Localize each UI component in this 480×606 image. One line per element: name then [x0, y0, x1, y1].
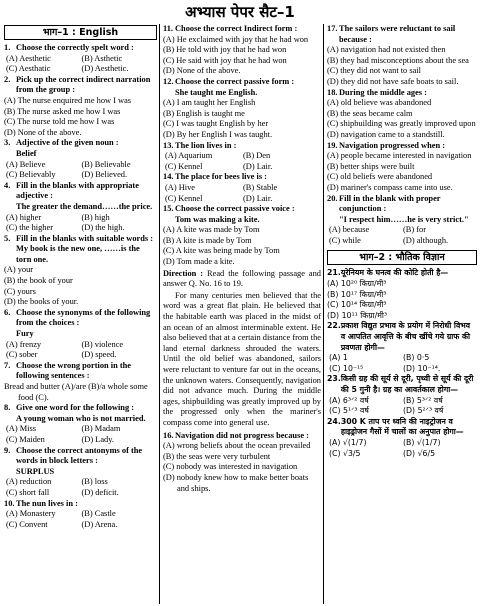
question-number: 9.: [4, 445, 11, 455]
question-stem: [4, 361, 157, 382]
question-item: [4, 43, 157, 75]
question-item: [4, 403, 157, 445]
question-stem: [4, 499, 157, 510]
question-item: [327, 268, 477, 321]
option: (B) Den: [243, 151, 271, 161]
question-stem: [327, 417, 477, 438]
question-text: यूरेनियम के घनत्व की कोटि होती है—: [340, 268, 449, 278]
question-number: 21.: [327, 268, 341, 278]
question-subject: My book is the new one, ……is the torn one.: [16, 244, 140, 264]
question-item: [327, 141, 477, 194]
question-list: [327, 24, 477, 246]
option: (C) Convent: [6, 519, 48, 529]
column-right: [327, 24, 477, 459]
option: (D) By her English I was taught.: [163, 129, 273, 139]
question-item: [4, 234, 157, 308]
option: (A) 6³ᐟ² वर्ष: [329, 395, 369, 405]
question-text: Fill in the blank with proper conjunction :: [339, 193, 441, 214]
option: (C) 5¹ᐟ³ वर्ष: [329, 406, 369, 416]
option: (B) 0·5: [403, 353, 430, 363]
option-grid: [4, 424, 157, 445]
option: (B) loss: [81, 477, 108, 487]
question-text: The nun lives in :: [16, 498, 78, 508]
question-stem: [163, 77, 321, 88]
question-number: 15.: [163, 204, 174, 214]
option: (A) Hive: [165, 182, 195, 192]
question-item: [327, 88, 477, 141]
option: (D) navigation came to a standstill.: [327, 129, 445, 139]
question-number: 19.: [327, 140, 338, 150]
option-grid: [327, 396, 477, 417]
option: (A) because: [329, 225, 370, 235]
question-stem: [327, 88, 477, 99]
question-subject: Tom was making a kite.: [175, 214, 260, 224]
question-text: The sailors were reluctant to sail because :: [339, 24, 456, 44]
question-stem: [163, 431, 321, 442]
question-item: [327, 24, 477, 88]
option: (C) 10⁻¹⁵: [329, 363, 364, 373]
option: (C) short fall: [6, 487, 50, 497]
question-text: Choose the correctly spelt word :: [16, 43, 134, 52]
question-text: किसी ग्रह की सूर्य से दूरी, पृथ्वी से सूर्य की दूरी की 5 गुनी है। ग्रह का आवर्तकाल होगा—: [340, 374, 474, 394]
option: (C) The nurse told me how I was: [4, 117, 115, 127]
page-title: अभ्यास पेपर सैट–1: [185, 3, 295, 21]
question-text: Fill in the blanks with suitable words :: [16, 233, 154, 243]
question-stem: [327, 141, 477, 152]
option: (A) The nurse enquired me how I was: [4, 95, 132, 105]
question-text: Choose the wrong portion in the following sentences :: [16, 360, 132, 381]
option: (D) Lair.: [243, 193, 273, 203]
option: (D) Believed.: [81, 170, 128, 180]
option: (D) 5²ᐟ³ वर्ष: [403, 406, 444, 416]
question-item: [4, 308, 157, 361]
option: (B) high: [81, 212, 110, 222]
option: (B) He told with joy that he had won: [163, 45, 287, 55]
option: (D) speed.: [81, 350, 117, 360]
question-number: 18.: [327, 87, 338, 97]
question-stem: [163, 204, 321, 215]
question-stem: [327, 268, 477, 279]
reading-passage: For many centuries men believed that the word was a great flat plain. He believed that the habitable earth was placed in the midst of an ocean of an almost interminable extent. He also believed that at a certain distance from the land eternal darkness shrouded the waters. Until the old belief was abandoned, sailors were reluctant to venture far out in the oceans, the unknown waters. Consequently, navigation did not advance much. During the middle ages, shipbuilding was greatly improved up by the progressed only when the mariner's compass come into general use.: [163, 290, 321, 427]
option-grid: [163, 151, 321, 172]
option-grid: [4, 213, 157, 234]
question-number: 16.: [163, 430, 174, 440]
column-middle: [163, 24, 321, 494]
option: (B) violence: [81, 339, 124, 349]
option: (A) 1: [329, 353, 348, 363]
question-number: 8.: [4, 403, 11, 413]
option: (C) while: [329, 235, 361, 245]
option: (B) the seas became calm: [327, 108, 413, 118]
question-item: [163, 172, 321, 204]
question-number: 24.: [327, 416, 341, 426]
option: (B) better ships were built: [327, 161, 415, 171]
option: (A) higher: [6, 212, 42, 222]
question-subject: The greater the demand……the price.: [16, 201, 153, 211]
question-list: [4, 43, 157, 530]
option-grid: [4, 509, 157, 530]
option: (B) English is taught me: [163, 108, 245, 118]
option-grid: [163, 183, 321, 204]
option: (C) sober: [6, 350, 38, 360]
column-divider: [323, 24, 324, 604]
option: (A) Monastery: [6, 509, 56, 519]
question-stem: [4, 181, 157, 202]
option: (C) Aesthatic: [6, 64, 51, 74]
option: (C) A kite was being made by Tom: [163, 246, 280, 256]
option: (D) 10¹¹ किग्रा/मी³: [327, 310, 388, 320]
question-text: Choose the correct passive voice :: [175, 204, 295, 214]
question-text: Fill in the blanks with appropriate adjective :: [16, 180, 139, 201]
question-text: Choose the correct antonyms of the words in block letters :: [16, 445, 143, 466]
option: (D) deficit.: [81, 487, 119, 497]
option: (D) they did not have safe boats to sail.: [327, 76, 459, 86]
question-number: 3.: [4, 138, 11, 148]
question-text: Navigation did not progress because :: [175, 430, 309, 440]
question-number: 4.: [4, 180, 11, 190]
option: (B) A kite is made by Tom: [163, 235, 252, 245]
direction-label: Direction :: [163, 268, 204, 278]
question-list: [163, 24, 321, 268]
option: (D) None of the above.: [163, 66, 241, 76]
question-text: Choose the correct passive form :: [175, 76, 295, 86]
question-item: [4, 499, 157, 531]
section-header-english: भाग–1 : English: [4, 25, 157, 40]
option: (D) nobody knew how to make better boats and ships.: [163, 472, 309, 493]
option: (A) Aquarium: [165, 151, 213, 161]
option-grid: [4, 160, 157, 181]
question-stem: [327, 194, 477, 215]
option: (D) Aesthetic.: [81, 64, 129, 74]
option-grid: [327, 225, 477, 246]
question-text: 300 K ताप पर ध्वनि की नाइट्रोजन व हाइड्रोजन गैसों में चालों का अनुपात होगा—: [340, 416, 464, 437]
question-item: [327, 417, 477, 459]
question-stem: [163, 141, 321, 152]
option: (B) 5³ᐟ² वर्ष: [403, 395, 443, 405]
option: (D) None of the above.: [4, 127, 82, 137]
question-number: 7.: [4, 360, 11, 370]
option: (D) Tom made a kite.: [163, 257, 235, 267]
option: (D) the books of your.: [4, 297, 79, 307]
option: (C) √3/5: [329, 448, 361, 458]
option: (A) Believe: [6, 159, 46, 169]
question-text: Adjective of the given noun :: [16, 138, 119, 148]
question-item: [327, 321, 477, 374]
question-stem: [163, 24, 321, 35]
option: (D) although.: [403, 235, 449, 245]
question-sentence: Bread and butter (A)/are (B)/a whole some food (C).: [4, 382, 148, 402]
option: (C) shipbuilding was greatly improved upon: [327, 119, 476, 129]
question-item: [4, 181, 157, 234]
option: (B) the seas were very turbulent: [163, 451, 271, 461]
option: (D) mariner's compass came into use.: [327, 182, 453, 192]
question-number: 14.: [163, 172, 174, 182]
question-stem: [4, 234, 157, 245]
option: (C) 10¹⁴ किग्रा/मी³: [327, 300, 387, 310]
question-stem: [4, 75, 157, 96]
question-text: During the middle ages :: [339, 87, 427, 97]
option: (B) The nurse asked me how I was: [4, 106, 121, 116]
question-item: [163, 24, 321, 77]
question-number: 10.: [4, 498, 15, 508]
question-item: [163, 141, 321, 173]
question-item: [4, 446, 157, 499]
option: (C) yours: [4, 286, 36, 296]
question-item: [327, 194, 477, 247]
question-item: [163, 77, 321, 141]
question-text: The place for bees live is :: [175, 172, 267, 182]
question-text: Choose the correct Indirect form :: [175, 24, 298, 33]
question-subject: SURPLUS: [16, 466, 55, 476]
question-stem: [4, 308, 157, 329]
option: (A) frenzy: [6, 339, 42, 349]
question-stem: [4, 43, 157, 54]
option: (A) people became interested in navigation: [327, 151, 472, 161]
question-item: [4, 75, 157, 139]
option: (D) Lair.: [243, 161, 273, 171]
question-text: Navigation progressed when :: [339, 140, 446, 150]
question-number: 5.: [4, 233, 11, 243]
option: (C) Kennel: [165, 161, 203, 171]
option-grid: [327, 438, 477, 459]
option-grid: [327, 353, 477, 374]
option: (B) for: [403, 225, 427, 235]
option: (A) A kite was made by Tom: [163, 225, 260, 235]
section-header-physics: भाग–2 : भौतिक विज्ञान: [327, 250, 477, 265]
option: (A) Miss: [6, 424, 37, 434]
question-subject: She taught me English.: [175, 87, 258, 97]
option: (A) reduction: [6, 477, 52, 487]
question-text: Choose the synonyms of the following from the choices :: [16, 307, 151, 328]
option: (A) wrong beliefs about the ocean prevailed: [163, 441, 311, 451]
option: (C) nobody was interested in navigation: [163, 462, 298, 472]
question-number: 12.: [163, 76, 174, 86]
question-number: 22.: [327, 321, 341, 331]
question-number: 1.: [4, 43, 11, 52]
question-stem: [163, 172, 321, 183]
question-text: प्रकाश विद्युत प्रभाव के प्रयोग में निरोधी विभव व आपतित आवृत्ति के बीच खींचे गये ग्राफ की प्रवणता होगी—: [340, 321, 471, 352]
question-stem: [327, 321, 477, 353]
option: (A) your: [4, 265, 34, 275]
question-number: 23.: [327, 374, 341, 384]
question-item: [4, 361, 157, 403]
option-grid: [4, 54, 157, 75]
option: (D) 10⁻¹⁴.: [403, 363, 441, 373]
option: (A) He exclaimed with joy that he had won: [163, 34, 309, 44]
option: (B) √(1/7): [403, 437, 441, 447]
question-stem: [327, 374, 477, 395]
question-number: 20.: [327, 193, 338, 203]
question-item: [4, 138, 157, 180]
option: (C) He said with joy that he had won: [163, 55, 287, 65]
option: (C) Kennel: [165, 193, 203, 203]
question-subject: A young woman who is not married.: [16, 413, 146, 423]
option-grid: [4, 477, 157, 498]
option: (B) they had misconceptions about the sea: [327, 55, 469, 65]
option: (A) navigation had not existed then: [327, 45, 446, 55]
question-number: 13.: [163, 140, 174, 150]
question-subject: Fury: [16, 329, 34, 339]
question-stem: [4, 138, 157, 149]
option: (C) the higher: [6, 223, 53, 233]
option: (B) Madam: [81, 424, 121, 434]
column-left: [4, 24, 157, 530]
option: (B) Asthetic: [81, 53, 123, 63]
question-number: 17.: [327, 24, 338, 33]
option: (C) Maiden: [6, 434, 45, 444]
option: (D) Arena.: [81, 519, 118, 529]
option: (C) I was taught English by her: [163, 119, 269, 129]
column-divider: [159, 24, 160, 604]
question-list: [327, 268, 477, 459]
option: (C) Believably: [6, 170, 56, 180]
question-number: 6.: [4, 307, 11, 317]
option: (B) Believable: [81, 159, 131, 169]
question-text: Pick up the correct indirect narration from the group :: [16, 74, 151, 95]
option: (B) Stable: [243, 182, 278, 192]
question-text: Give one word for the following :: [16, 403, 135, 413]
question-subject: Belief: [16, 148, 37, 158]
option: (B) Castle: [81, 509, 116, 519]
question-number: 11.: [163, 24, 174, 33]
direction: [163, 269, 321, 290]
option: (A) I am taught her English: [163, 98, 256, 108]
question-subject: "I respect him……he is very strict.": [339, 214, 469, 224]
option: (A) old believe was abandoned: [327, 98, 432, 108]
question-stem: [4, 446, 157, 467]
option-grid: [4, 340, 157, 361]
option: (B) 10¹⁷ किग्रा/मी³: [327, 289, 387, 299]
question-stem: [4, 403, 157, 414]
option: (A) 10²⁰ किग्रा/मी³: [327, 279, 387, 289]
option: (A) √(1/7): [329, 437, 367, 447]
question-item: [163, 431, 321, 495]
option: (D) √6/5: [403, 448, 436, 458]
question-item: [327, 374, 477, 416]
option: (D) Lady.: [81, 434, 114, 444]
question-item: [163, 204, 321, 268]
option: (A) Aesthetic: [6, 53, 51, 63]
question-text: The lion lives in :: [175, 140, 237, 150]
option: (C) old beliefs were abandoned: [327, 172, 433, 182]
question-stem: [327, 24, 477, 45]
question-list: [163, 431, 321, 495]
question-number: 2.: [4, 74, 11, 84]
option: (D) the high.: [81, 223, 125, 233]
direction-text: Read the following passage and answer Q. No. 16 to 19.: [163, 268, 321, 289]
option: (B) the book of your: [4, 276, 73, 286]
option: (C) they did not want to sail: [327, 66, 421, 76]
